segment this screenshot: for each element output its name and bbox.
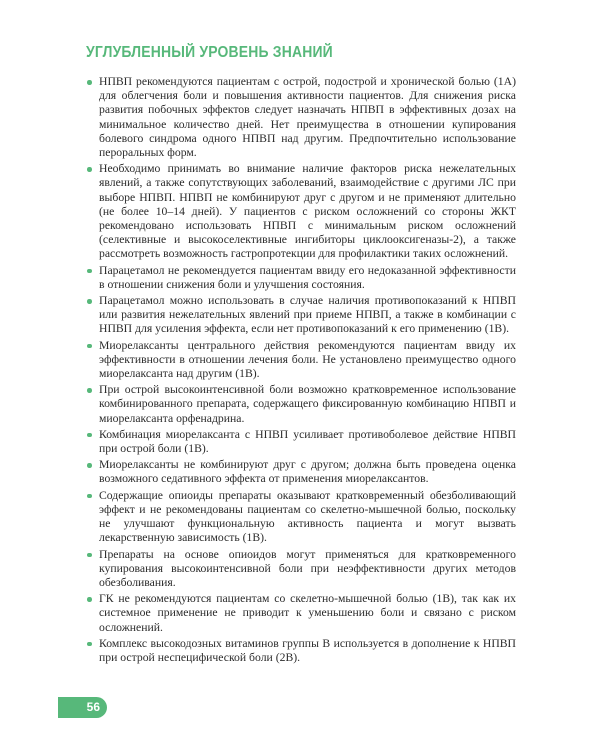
list-item: Миорелаксанты центрального действия рекомендуются пациентам ввиду их эффективности в отношении лечения боли. Не установлено преимущество одного миорелаксанта над другим (1В). [86,339,516,382]
list-item: Парацетамол можно использовать в случае наличия противопоказаний к НПВП или развития нежелательных явлений при приеме НПВП, а также в комбинации с НПВП для усиления эффекта, если нет противопоказаний к его применению (1В). [86,294,516,337]
page-number-tab [58,697,107,718]
page-number: 56 [86,700,100,714]
section-heading: УГЛУБЛЕННЫЙ УРОВЕНЬ ЗНАНИЙ [86,44,333,61]
list-item: Комбинация миорелаксанта с НПВП усиливает противоболевое действие НПВП при острой боли (1В). [86,428,516,456]
list-item: Необходимо принимать во внимание наличие факторов риска нежелательных явлений, а также сопутствующих заболеваний, взаимодействие с другими ЛС при выборе НПВП. НПВП не комбинируют друг с другом и не применяют длительно (не более 10–14 дней). У пациентов с риском осложнений со стороны ЖКТ рекомендовано использовать НПВП с минимальным риском осложнений (селективные и высокоселективные ингибиторы циклооксигеназы-2), а также рассмотреть возможность гастропротекции для профилактики таких осложнений. [86,162,516,261]
list-item: ГК не рекомендуются пациентам со скелетно-мышечной болью (1В), так как их системное применение не приводит к уменьшению боли и связано с риском осложнений. [86,592,516,635]
recommendations-list [86,75,516,667]
list-item: Парацетамол не рекомендуется пациентам ввиду его недоказанной эффективности в отношении снижения боли и улучшения состояния. [86,264,516,292]
list-item: Препараты на основе опиоидов могут применяться для кратковременного купирования высокоинтенсивной боли при неэффективности других методов обезболивания. [86,548,516,591]
list-item: Миорелаксанты не комбинируют друг с другом; должна быть проведена оценка возможного седативного эффекта от применения миорелаксантов. [86,458,516,486]
list-item: Содержащие опиоиды препараты оказывают кратковременный обезболивающий эффект и не рекомендованы пациентам со скелетно-мышечной болью, поскольку не улучшают функциональную активность пациента и могут вызвать лекарственную зависимость (1В). [86,489,516,546]
list-item: Комплекс высокодозных витаминов группы В используется в дополнение к НПВП при острой неспецифической боли (2В). [86,637,516,665]
list-item: НПВП рекомендуются пациентам с острой, подострой и хронической болью (1А) для облегчения боли и повышения активности пациентов. Для снижения риска развития побочных эффектов следует назначать НПВП в эффективных дозах на минимальное количество дней. Нет преимущества в отношении купирования болевого синдрома одного НПВП над другим. Предпочтительно использование пероральных форм. [86,75,516,160]
list-item: При острой высокоинтенсивной боли возможно кратковременное использование комбинированного препарата, содержащего фиксированную комбинацию НПВП и миорелаксанта орфенадрина. [86,383,516,426]
